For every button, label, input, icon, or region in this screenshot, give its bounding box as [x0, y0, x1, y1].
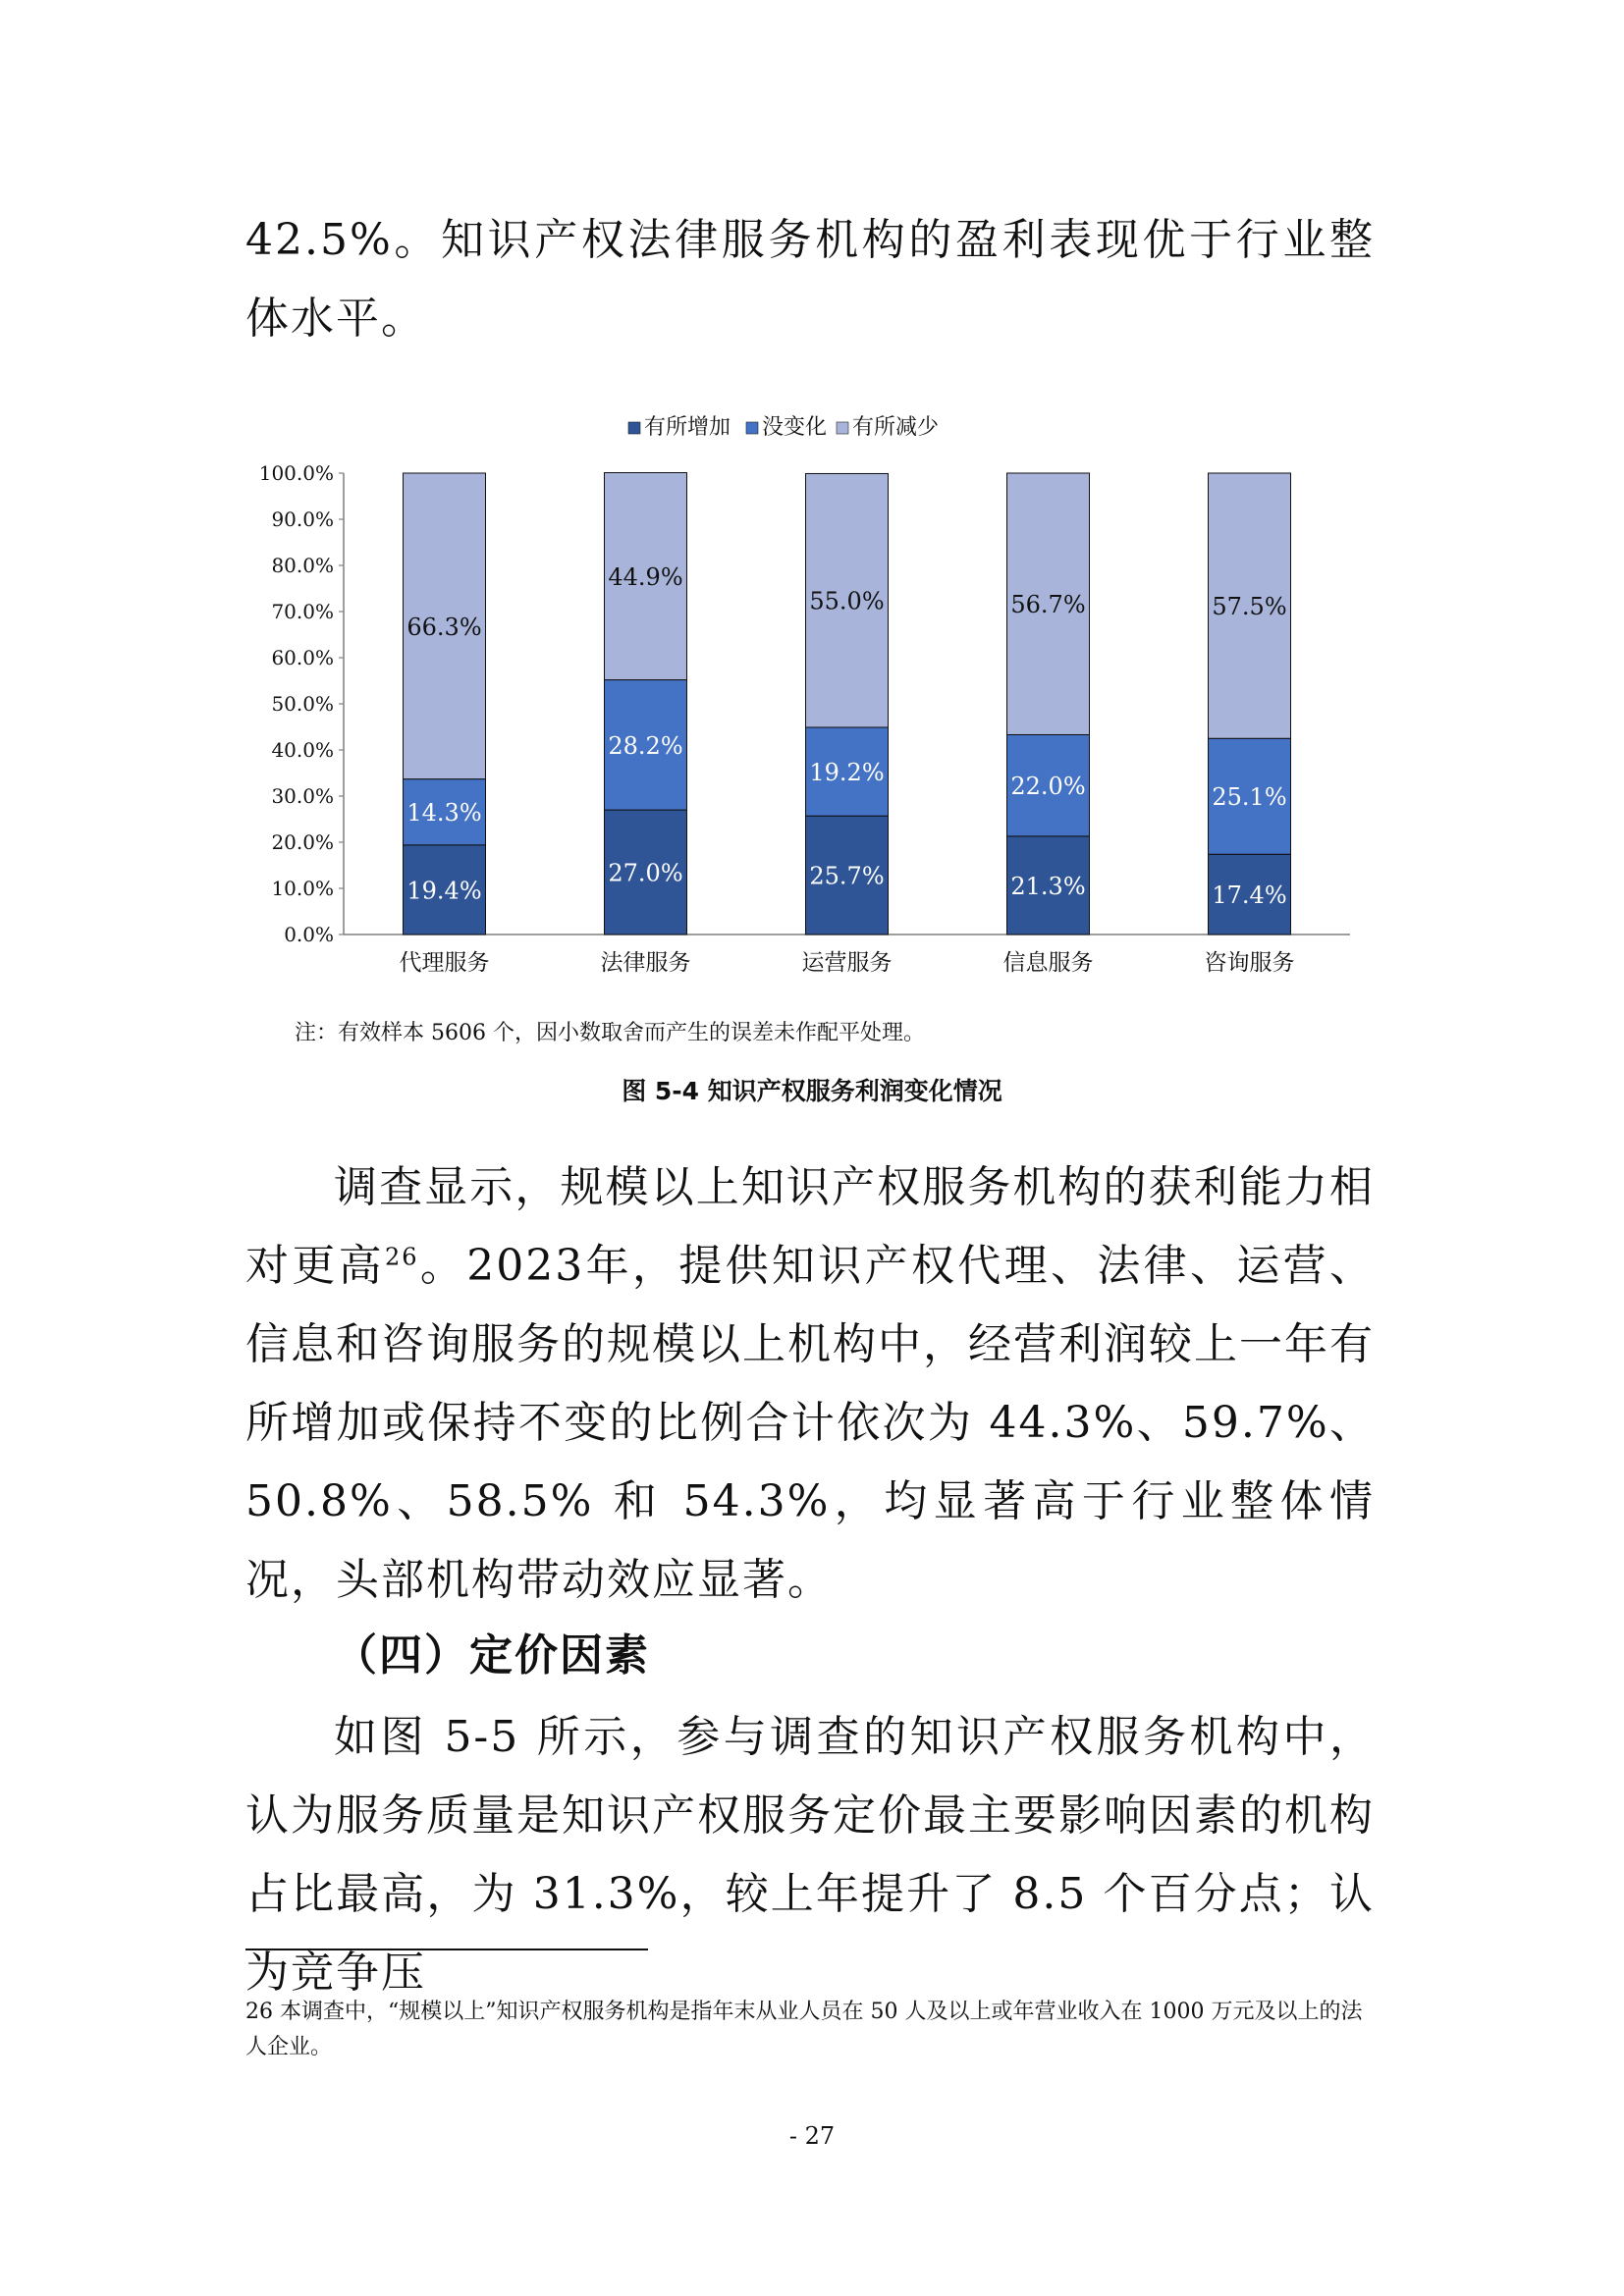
x-tick-label-1: 代理服务: [399, 950, 490, 976]
data-label-5-2: 25.1%: [1212, 783, 1287, 812]
data-label-2-2: 28.2%: [608, 731, 683, 760]
data-label-2-1: 27.0%: [608, 859, 683, 887]
x-tick-label-2: 法律服务: [600, 950, 691, 976]
data-label-5-3: 57.5%: [1212, 593, 1287, 621]
x-tick-label-3: 运营服务: [801, 950, 893, 976]
y-tick-label: 10.0%: [271, 877, 334, 900]
legend-label-1: 有所增加: [644, 415, 731, 440]
footnote: 26 本调查中，“规模以上”知识产权服务机构是指年末从业人员在 50 人及以上或年营业收入在 1000 万元及以上的法人企业。: [245, 2000, 1363, 2059]
y-tick-label: 100.0%: [258, 461, 334, 485]
paragraph-profitability-part1: 调查显示，规模以上知识产权服务机构的获利能力相对更高: [245, 1162, 1375, 1291]
y-tick-label: 0.0%: [284, 923, 334, 946]
legend-label-3: 有所减少: [852, 415, 940, 440]
y-tick-label: 30.0%: [271, 784, 334, 808]
chart-svg: [236, 393, 1375, 1021]
y-tick-label: 80.0%: [271, 554, 334, 577]
data-label-1-2: 14.3%: [406, 799, 482, 828]
footnote-reference: 26: [385, 1243, 419, 1271]
data-label-1-1: 19.4%: [406, 877, 482, 905]
paragraph-profitability-part2: 。2023年，提供知识产权代理、法律、运营、信息和咨询服务的规模以上机构中，经营利润较上一年有所增加或保持不变的比例合计依次为 44.3%、59.7%、50.8%、58.5% 和 54.3%，均显著高于行业整体情况，头部机构带动效应显著。: [245, 1241, 1376, 1605]
legend-label-2: 没变化: [762, 415, 828, 440]
paragraph-intro: 42.5%。知识产权法律服务机构的盈利表现优于行业整体水平。: [245, 215, 1375, 344]
y-tick-label: 40.0%: [271, 738, 334, 762]
page-number: - 27: [788, 2122, 836, 2150]
legend-swatch-1: [628, 422, 640, 434]
data-label-3-1: 25.7%: [809, 862, 885, 890]
data-label-5-1: 17.4%: [1212, 881, 1287, 910]
y-tick-label: 60.0%: [271, 646, 334, 669]
footnote-divider: [245, 1949, 648, 1950]
y-tick-label: 70.0%: [271, 600, 334, 623]
legend-swatch-2: [746, 422, 758, 434]
chart-note: 注：有效样本 5606 个，因小数取舍而产生的误差未作配平处理。: [295, 1021, 925, 1045]
data-label-4-3: 56.7%: [1010, 591, 1086, 619]
paragraph-pricing: 如图 5-5 所示，参与调查的知识产权服务机构中，认为服务质量是知识产权服务定价最主要影响因素的机构占比最高，为 31.3%，较上年提升了 8.5 个百分点；认为竞争压: [245, 1712, 1375, 1998]
legend-swatch-3: [837, 422, 848, 434]
paragraph-profitability: [245, 1148, 1375, 1620]
data-label-4-2: 22.0%: [1010, 773, 1086, 801]
section-heading: （四）定价因素: [334, 1630, 650, 1681]
data-label-3-2: 19.2%: [809, 759, 885, 787]
y-tick-label: 20.0%: [271, 830, 334, 854]
y-tick-label: 90.0%: [271, 507, 334, 531]
y-tick-label: 50.0%: [271, 692, 334, 716]
data-label-3-3: 55.0%: [809, 587, 885, 615]
x-tick-label-4: 信息服务: [1002, 950, 1094, 976]
data-label-1-3: 66.3%: [406, 613, 482, 641]
x-tick-label-5: 咨询服务: [1204, 950, 1295, 976]
chart-caption: 图 5-4 知识产权服务利润变化情况: [622, 1077, 1002, 1105]
data-label-2-3: 44.9%: [608, 563, 683, 592]
profit-change-chart: [236, 393, 1375, 1021]
data-label-4-1: 21.3%: [1010, 872, 1086, 900]
